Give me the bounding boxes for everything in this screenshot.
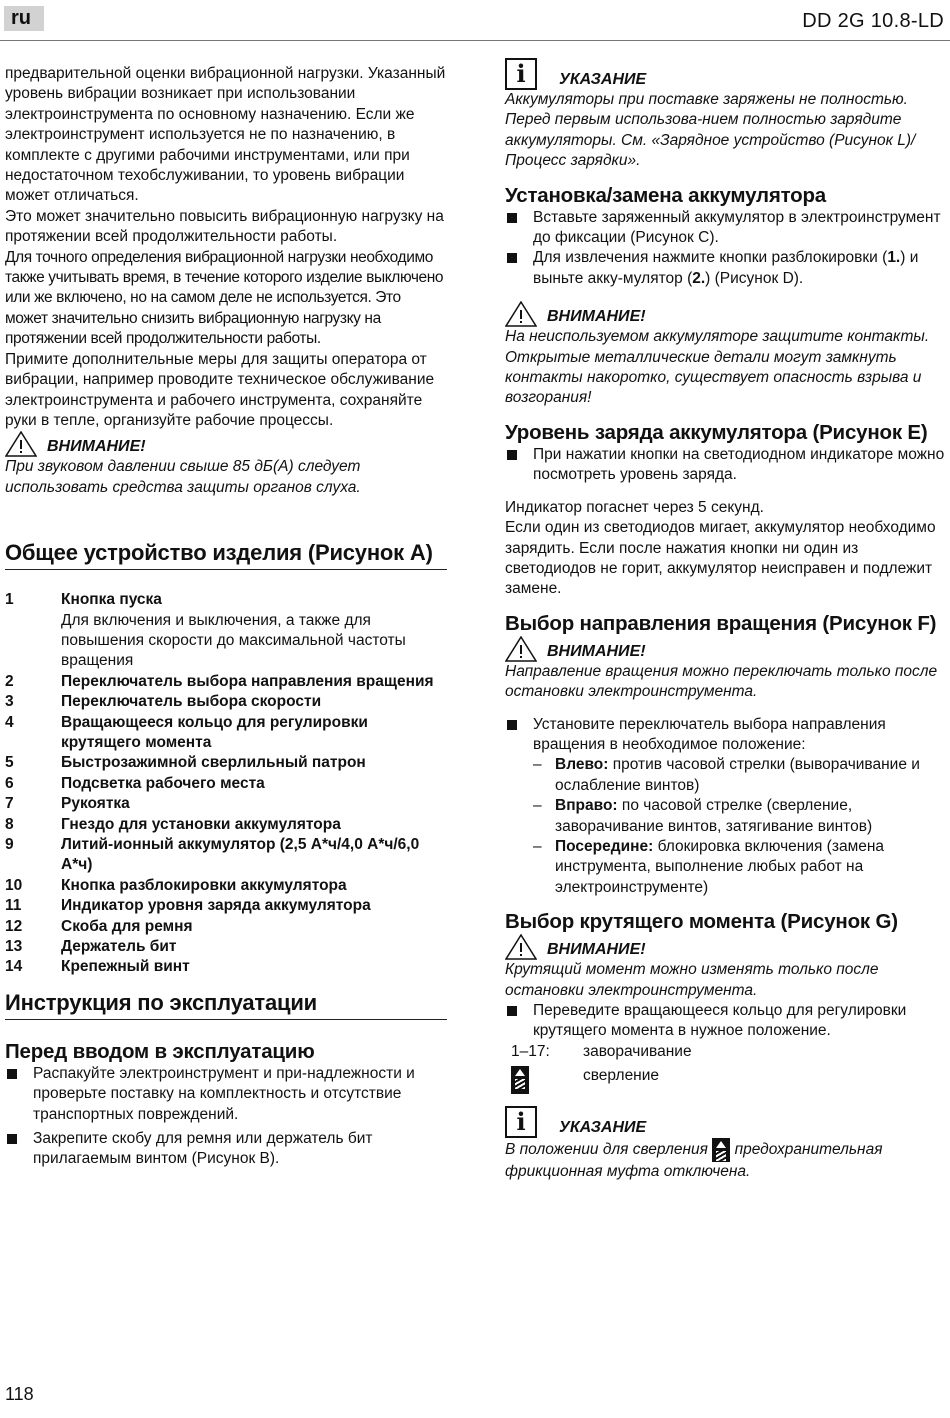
component-name: Быстрозажимной сверлильный патрон [61, 754, 366, 772]
section-title-charge-level: Уровень заряда аккумулятора (Рисунок E) [505, 420, 928, 444]
component-item [5, 672, 447, 692]
right-column [505, 58, 946, 1183]
vibration-paragraph-2: Это может значительно повысить вибрационную нагрузку на протяжении всей продолжительности работы. [5, 207, 444, 246]
component-number: 2 [5, 672, 14, 690]
component-name: Литий-ионный аккумулятор (2,5 А*ч/4,0 А*ч/6,0 А*ч) [61, 836, 420, 874]
component-item [5, 876, 447, 896]
vibration-paragraph-4: Примите дополнительные меры для защиты оператора от вибрации, например проводите техническое обслуживание электроинструмента и рабочего инструмента, сохраняйте руки в тепле, организуйте рабочие процессы. [5, 350, 435, 429]
component-number: 8 [5, 815, 14, 833]
header-rule [0, 40, 950, 41]
component-number: 5 [5, 754, 14, 772]
component-number: 14 [5, 958, 23, 976]
component-name: Кнопка разблокировки аккумулятора [61, 876, 347, 894]
drill-mode-icon [712, 1138, 730, 1162]
component-number: 4 [5, 713, 14, 731]
torque-mode-screwing: заворачивание [583, 1042, 692, 1060]
warning-label: ВНИМАНИЕ! [547, 941, 646, 959]
warning-icon [505, 636, 537, 662]
warning-label: ВНИМАНИЕ! [47, 438, 146, 456]
section-title-torque: Выбор крутящего момента (Рисунок G) [505, 910, 898, 934]
warning-text: Направление вращения можно переключать только после остановки электроинструмента. [505, 662, 938, 701]
torque-row-screw [505, 1042, 946, 1062]
component-name: Индикатор уровня заряда аккумулятора [61, 897, 371, 915]
components-list [5, 590, 447, 978]
list-item: Закрепите скобу для ремня или держатель бит прилагаемым винтом (Рисунок B). [5, 1129, 447, 1170]
info-icon: i [505, 58, 537, 90]
warning-label: ВНИМАНИЕ! [547, 308, 646, 326]
component-description: Для включения и выключения, а также для повышения скорости до максимальной частоты вращения [61, 611, 406, 670]
warning-heading [505, 636, 946, 662]
component-item [5, 917, 447, 937]
component-item [5, 896, 447, 916]
component-name: Скоба для ремня [61, 917, 193, 935]
section-title-overview: Общее устройство изделия (Рисунок A) [5, 540, 447, 570]
vibration-paragraph-1: предварительной оценки вибрационной нагрузки. Указанный уровень вибрации возникает при использовании электроинструмента по основному назначению. Если же электроинструмент используется не по назначению, в комплекте с другими рабочими инструментами, или при недостаточном техобслуживании, то уровень вибрации может отличаться. [5, 65, 446, 205]
component-number: 13 [5, 938, 23, 956]
component-number: 11 [5, 897, 22, 915]
note-label: УКАЗАНИЕ [559, 1119, 647, 1137]
component-name: Крепежный винт [61, 958, 190, 976]
warning-icon [5, 431, 37, 457]
list-item: Установите переключатель выбора направления вращения в необходимое положение: [505, 715, 946, 756]
warning-heading [505, 301, 946, 327]
section-title-instructions: Инструкция по эксплуатации [5, 990, 447, 1020]
charge-paragraph-2: Если один из светодиодов мигает, аккумулятор необходимо зарядить. Если после нажатия кнопки ни один из светодиодов не горит, аккумулятор неисправен и подлежит замене. [505, 519, 936, 598]
direction-middle: – Посередине: блокировка включения (замена инструмента, выполнение любых работ на электроинструменте) [533, 837, 946, 898]
component-number: 12 [5, 917, 23, 935]
component-item [5, 774, 447, 794]
torque-row-drill [505, 1066, 946, 1094]
component-name: Подсветка рабочего места [61, 774, 265, 792]
note-label: УКАЗАНИЕ [559, 71, 647, 88]
component-name: Переключатель выбора направления вращения [61, 672, 434, 690]
warning-heading [505, 934, 946, 960]
note-heading [505, 1106, 946, 1138]
language-tag: ru [4, 6, 44, 31]
warning-text: На неиспользуемом аккумуляторе защитите контакты. Открытые металлические детали могут замкнуть контакты накоротко, существует опасность взрыва и возгорания! [505, 328, 930, 407]
component-number: 7 [5, 795, 14, 813]
vibration-paragraph-3: Для точного определения вибрационной нагрузки необходимо также учитывать время, в течение которого изделие выключено или же включено, но на самом деле не используется. Это может значительно снизить вибрационную нагрузку на протяжении всей продолжительности работы. [5, 248, 444, 348]
component-item [5, 815, 447, 835]
component-name: Вращающееся кольцо для регулировки крутящего момента [61, 713, 368, 751]
component-item [5, 794, 447, 814]
direction-right: – Вправо: по часовой стрелке (сверление, заворачивание винтов, затягивание винтов) [533, 796, 946, 837]
warning-label: ВНИМАНИЕ! [547, 642, 646, 660]
list-item: Для извлечения нажмите кнопки разблокировки (1.) и выньте акку-мулятор (2.) (Рисунок D). [505, 248, 946, 289]
page-number: 118 [5, 1384, 34, 1404]
warning-icon [505, 301, 537, 327]
model-title: DD 2G 10.8-LD [802, 10, 944, 32]
list-item: Вставьте заряженный аккумулятор в электроинструмент до фиксации (Рисунок C). [505, 208, 946, 249]
charge-paragraph-1: Индикатор погаснет через 5 секунд. [505, 498, 764, 516]
component-number: 3 [5, 693, 14, 711]
section-title-battery-install: Установка/замена аккумулятора [505, 183, 827, 207]
component-item [5, 713, 447, 754]
drill-mode-icon [511, 1066, 529, 1094]
component-name: Держатель бит [61, 938, 177, 956]
info-icon: i [505, 1106, 537, 1138]
warning-text: При звуковом давлении свыше 85 дБ(А) следует использовать средства защиты органов слуха. [5, 458, 361, 496]
component-item [5, 957, 447, 977]
warning-icon [505, 934, 537, 960]
component-item [5, 937, 447, 957]
note-text: В положении для сверления предохранительная фрикционная муфта отключена. [505, 1138, 946, 1182]
left-column [5, 64, 447, 1170]
component-item [5, 753, 447, 773]
torque-range: 1–17: [511, 1042, 550, 1060]
note-text: Аккумуляторы при поставке заряжены не полностью. Перед первым использова-нием полностью зарядите аккумуляторы. См. «Зарядное устройство (Рисунок L)/ Процесс зарядки». [505, 91, 916, 170]
list-item: Переведите вращающееся кольцо для регулировки крутящего момента в нужное положение. [505, 1001, 946, 1042]
component-number: 10 [5, 876, 23, 894]
list-item: Распакуйте электроинструмент и при-надлежности и проверьте поставку на комплектность и отсутствие транспортных повреждений. [5, 1064, 447, 1125]
component-number: 1 [5, 591, 14, 609]
note-heading [505, 58, 946, 90]
section-title-direction: Выбор направления вращения (Рисунок F) [505, 611, 937, 635]
component-name: Гнездо для установки аккумулятора [61, 815, 341, 833]
component-number: 9 [5, 836, 14, 853]
torque-mode-drilling: сверление [583, 1067, 660, 1085]
component-item [5, 692, 447, 712]
direction-left: – Влево: против часовой стрелки (выворачивание и ослабление винтов) [533, 755, 946, 796]
component-item [5, 590, 447, 672]
component-name: Переключатель выбора скорости [61, 693, 322, 711]
component-name: Рукоятка [61, 795, 130, 813]
section-title-before-use: Перед вводом в эксплуатацию [5, 1039, 315, 1063]
list-item: При нажатии кнопки на светодиодном индикаторе можно посмотреть уровень заряда. [505, 445, 946, 486]
component-name: Кнопка пуска [61, 591, 162, 609]
component-item [5, 835, 447, 876]
component-number: 6 [5, 774, 14, 792]
warning-text: Крутящий момент можно изменять только после остановки электроинструмента. [505, 961, 879, 999]
warning-heading [5, 431, 447, 457]
